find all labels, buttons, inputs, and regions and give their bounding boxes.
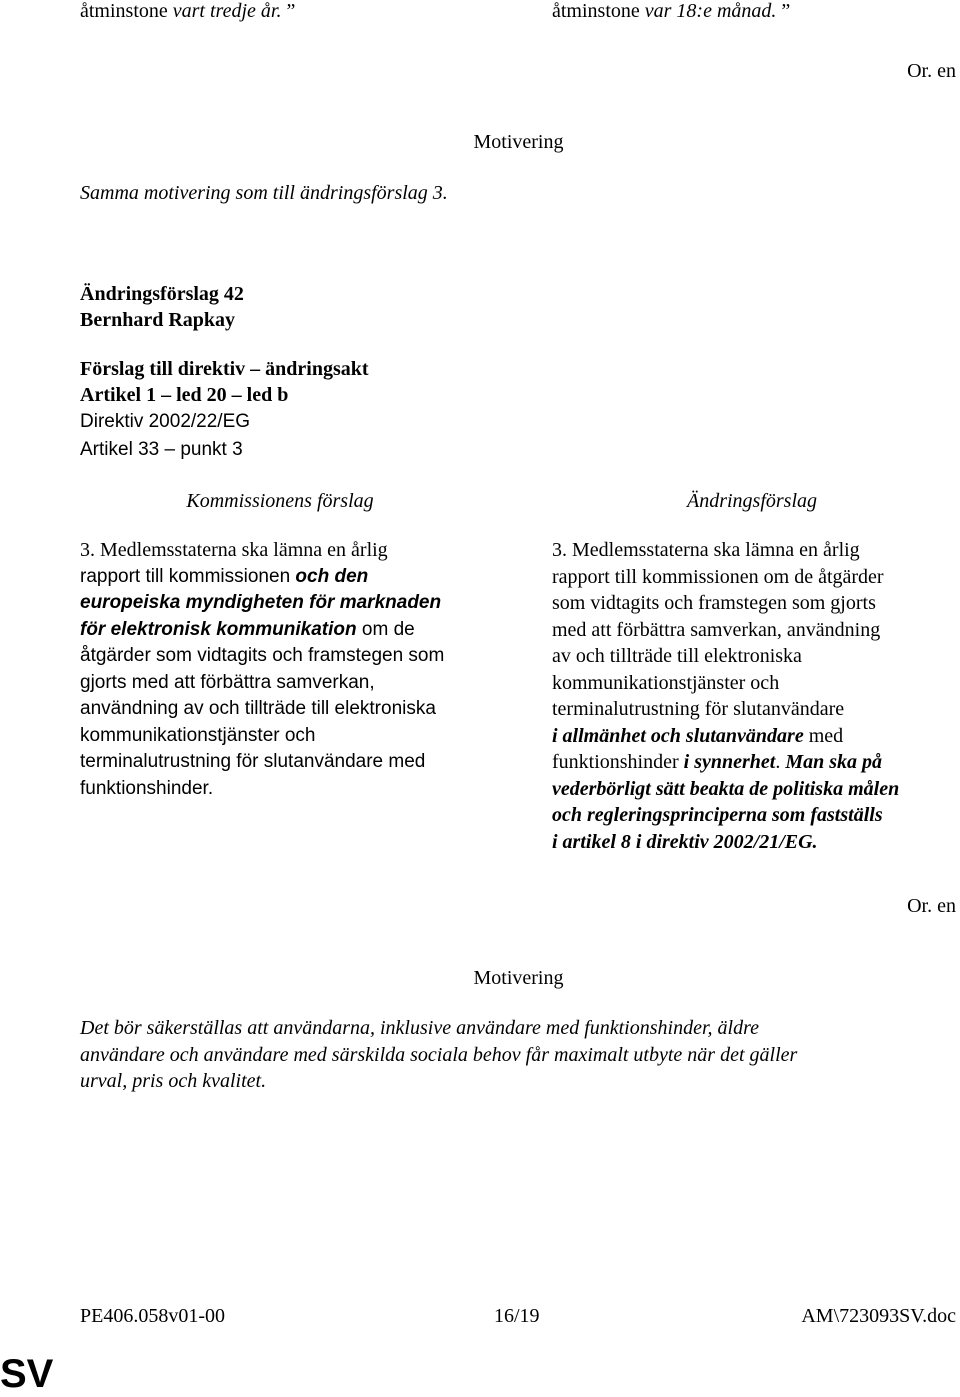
commission-text-line: kommunikationstjänster och	[80, 724, 316, 746]
top-right-line: åtminstone var 18:e månad. ”	[552, 0, 791, 22]
amendment-text-line: med att förbättra samverkan, användning	[552, 618, 881, 641]
amendment-text-line: som vidtagits och framstegen som gjorts	[552, 592, 876, 614]
article-point-reference: Artikel 33 – punkt 3	[80, 439, 243, 460]
commission-text-line: gjorts med att förbättra samverkan,	[80, 671, 375, 693]
motivering-text-2-line: Det bör säkerställas att användarna, inklusive användare med funktionshinder, äldre	[80, 1017, 759, 1039]
top-left-line: åtminstone vart tredje år. ”	[80, 0, 296, 22]
article-reference: Artikel 1 – led 20 – led b	[80, 384, 289, 406]
amendment-text-line: och regleringsprinciperna som fastställs	[552, 804, 883, 826]
commission-text-line: för elektronisk kommunikation om de	[80, 618, 415, 640]
directive-reference: Direktiv 2002/22/EG	[80, 411, 251, 432]
motivering-heading-2: Motivering	[473, 967, 564, 989]
amendment-number: Ändringsförslag 42	[80, 283, 244, 305]
motivering-text-2-line: urval, pris och kvalitet.	[80, 1070, 267, 1092]
footer-page-number: 16/19	[494, 1305, 540, 1327]
amendment-header: Ändringsförslag	[686, 490, 818, 512]
amendment-text-line: terminalutrustning för slutanvändare	[552, 698, 845, 720]
commission-text-line: funktionshinder.	[80, 777, 214, 799]
footer-file-name: AM\723093SV.doc	[801, 1305, 956, 1327]
motivering-text-1: Samma motivering som till ändringsförslag 3.	[80, 182, 448, 204]
amendment-text-line: rapport till kommissionen om de åtgärder	[552, 565, 884, 588]
commission-text-line: användning av och tillträde till elektroniska	[80, 698, 436, 719]
amendment-text-line: i artikel 8 i direktiv 2002/21/EG.	[552, 830, 818, 853]
commission-text-line: terminalutrustning för slutanvändare med	[80, 751, 426, 772]
commission-text-line: rapport till kommissionen och den	[80, 565, 369, 587]
motivering-text-2-line: användare och användare med särskilda sociala behov får maximalt utbyte när det gäller	[80, 1044, 798, 1066]
amendment-text	[552, 539, 960, 857]
footer-doc-ref: PE406.058v01-00	[80, 1305, 225, 1327]
commission-text-line: 3. Medlemsstaterna ska lämna en årlig	[80, 539, 388, 561]
commission-text-line: europeiska myndigheten för marknaden	[80, 592, 442, 613]
amendment-text-line: 3. Medlemsstaterna ska lämna en årlig	[552, 539, 860, 561]
amendment-text-line: funktionshinder i synnerhet. Man ska på	[552, 751, 883, 773]
amendment-text-line: i allmänhet och slutanvändare med	[552, 724, 844, 747]
language-code: SV	[0, 1352, 54, 1396]
original-language-2: Or. en	[907, 895, 956, 917]
amendment-text-line: av och tillträde till elektroniska	[552, 645, 802, 667]
motivering-heading-1: Motivering	[473, 131, 564, 153]
original-language-1: Or. en	[907, 60, 956, 82]
commission-proposal-header: Kommissionens förslag	[186, 490, 374, 512]
proposal-title: Förslag till direktiv – ändringsakt	[80, 358, 369, 380]
amendment-text-line: vederbörligt sätt beakta de politiska målen	[552, 777, 900, 800]
commission-text	[80, 539, 500, 804]
amendment-author: Bernhard Rapkay	[80, 309, 236, 331]
amendment-text-line: kommunikationstjänster och	[552, 671, 780, 694]
commission-text-line: åtgärder som vidtagits och framstegen som	[80, 645, 445, 666]
